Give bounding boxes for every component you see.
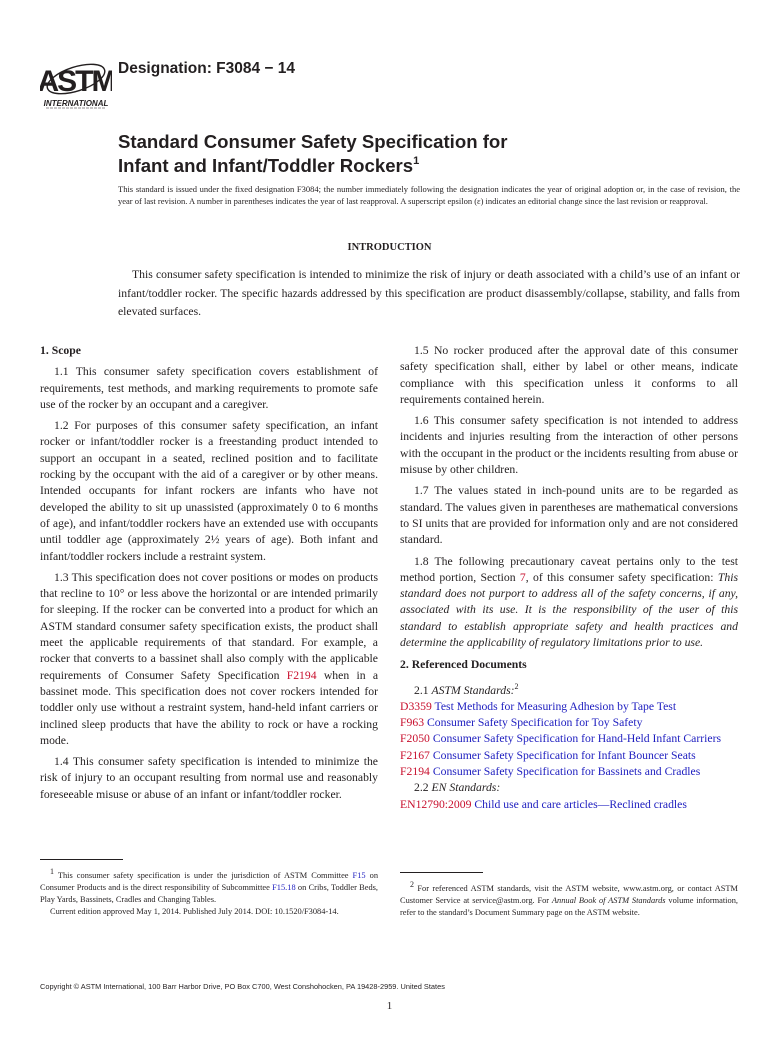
reference-en12790[interactable]: EN12790:2009 Child use and care articles—Reclined cradles [400,797,687,811]
paragraph-1-7: 1.7 The values stated in inch-pound units are to be regarded as standard. The values given in parentheses are mathematical conversions to SI units that are provided for information only and are not considered standard. [400,484,738,547]
footnote-1: $^1$ This consumer safety specification is under the jurisdiction of ASTM Committee F15 on Consumer Products and is the direct responsibility of Subcommittee F15.18 on Cribs, Toddler Beds, Play Yards, Bassinets, Cradles and Changing Tables. Current edition approved May 1, 2014. Published July 2014. DOI: 10.1520/F3084-14. [40,866,378,919]
designation: Designation: F3084 − 14 [118,60,296,77]
svg-text:INTERNATIONAL: INTERNATIONAL [43,99,109,108]
introduction-heading: INTRODUCTION [347,242,432,253]
reference-f963[interactable]: F963 Consumer Safety Specification for Toy Safety [400,716,643,730]
paragraph-1-5: 1.5 No rocker produced after the approval date of this consumer safety specification shall, either by label or other means, indicate compliance with this specification unless it conforms to all requirements contained herein. [400,344,738,406]
reference-f2050[interactable]: F2050 Consumer Safety Specification for Hand-Held Infant Carriers [400,732,722,746]
title-line-2: Infant and Infant/Toddler Rockers$^1$ [118,155,420,177]
right-column [400,343,738,813]
paragraph-1-4: 1.4 This consumer safety specification is intended to minimize the risk of injury to an occupant resulting from normal use and reasonably foreseeable misuse or abuse of an infant or infant/toddler rocker. [40,755,378,801]
title-line-1: Standard Consumer Safety Specification for [118,131,508,152]
link-f15-18[interactable]: F15.18 [272,883,296,892]
paragraph-1-1: 1.1 This consumer safety specification covers establishment of requirements, test methods, and marking requirements to promote safe use of the rocker by an occupant and a caregiver. [40,365,378,411]
section-heading-referenced-documents: 2. Referenced Documents [400,658,527,672]
subsection-2-1: 2.1 ASTM Standards:$^2$ [414,681,519,697]
link-f2194[interactable]: F2194 [286,668,317,682]
introduction-body: This consumer safety specification is intended to minimize the risk of injury or death associated with a child’s use of an infant or infant/toddler rocker. The specific hazards addressed by this specification are product disassembly/collapse, stability, and falls from elevated surfaces. [118,268,740,318]
subsection-2-2: 2.2 EN Standards: [414,781,501,795]
reference-f2194[interactable]: F2194 Consumer Safety Specification for Bassinets and Cradles [400,765,701,779]
reference-f2167[interactable]: F2167 Consumer Safety Specification for Infant Bouncer Seats [400,748,696,762]
document-title [118,131,508,176]
svg-text:ASTM: ASTM [40,65,112,98]
section-heading-scope: 1. Scope [40,344,81,357]
astm-logo-icon [40,58,112,110]
footnote-1-edition: Current edition approved May 1, 2014. Published July 2014. DOI: 10.1520/F3084-14. [50,907,339,917]
title-footnote-mark: 1 [413,155,420,167]
left-column [40,343,378,808]
paragraph-1-3: 1.3 This specification does not cover positions or modes on products that recline to 10° or less above the horizontal or are intended primarily for sleeping. If the rocker can be converted into a product for which an ASTM standard consumer safety specification exists, the product shall meet the applicable requirements of that standard. For example, a rocker that converts to a bassinet shall also comply with the applicable requirements of Consumer Safety Specification F2194 when in a bassinet mode. This specification does not cover rockers intended for toddler only use without a restraint system, hand-held infant carriers or inclined sleep products that have the ability to rock or have a rocking mode. [40,570,379,747]
astm-logo [40,58,112,110]
issuance-notice: This standard is issued under the fixed designation F3084; the number immediately following the designation indicates the year of original adoption or, in the case of revision, the year of last revision. A number in parentheses indicates the year of last reapproval. A superscript epsilon (ε) indicates an editorial change since the last revision or reapproval. [118,184,740,207]
reference-d3359[interactable]: D3359 Test Methods for Measuring Adhesion by Tape Test [400,699,677,713]
paragraph-1-8: 1.8 The following precautionary caveat pertains only to the test method portion, Section 7, of this consumer safety specification: This standard does not purport to address all of the safety concerns, if any, associated with its use. It is the responsibility of the user of this standard to establish appropriate safety and health practices and determine the applicability of regulatory limitations prior to use. [400,554,738,650]
footnote-rule-right [400,872,483,873]
footnote-2: $^2$ For referenced ASTM standards, visit the ASTM website, www.astm.org, or contact ASTM Customer Service at service@astm.org. For Annual Book of ASTM Standards volume information, refer to the standard’s Document Summary page on the ASTM website. [400,880,738,918]
link-f15[interactable]: F15 [352,870,366,880]
footnote-rule-left [40,859,123,860]
paragraph-1-6: 1.6 This consumer safety specification is not intended to address incidents and injuries resulting from the interaction of other persons with the occupant in the product or the incidents resulting from abuse or misuse by other children. [400,414,738,477]
link-section-7[interactable]: 7 [519,570,526,584]
page-number: 1 [386,1000,393,1012]
copyright-footer: Copyright © ASTM International, 100 Barr Harbor Drive, PO Box C700, West Conshohocken, PA 19428-2959. United States [40,982,445,991]
paragraph-1-2: 1.2 For purposes of this consumer safety specification, an infant rocker or infant/toddler rocker is a freestanding product intended to support an occupant in a seated, reclined position and to facilitate rocking by the occupant with the aid of a caregiver or by other means. Intended occupants for infant rockers are infants who have not developed the ability to sit up unassisted (approximately 0 to 6 months of age), and infant/toddler rockers have an extended use with occupants until toddler age (approximately 2½ years of age). Both infant and infant/toddler rockers include a restraint system. [40,419,378,563]
